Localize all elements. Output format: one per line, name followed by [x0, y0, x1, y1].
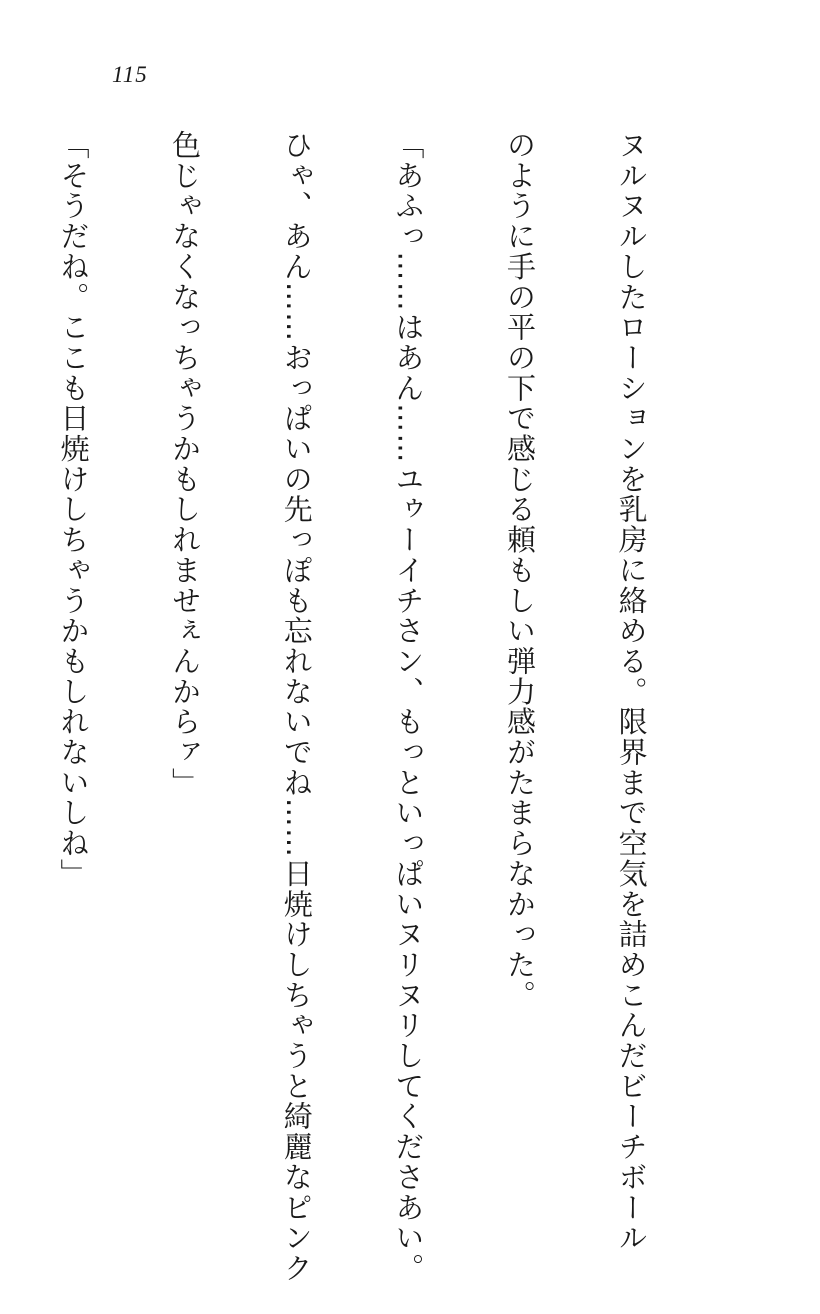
body-text — [0, 130, 724, 1284]
text-line: 「そうだね。ここも日焼けしちゃうかもしれないしね」 — [56, 130, 91, 889]
text-line: ヌルヌルしたローションを乳房に絡める。限界まで空気を詰めこんだビーチボール — [614, 130, 649, 1253]
text-line: のように手の平の下で感じる頼もしい弾力感がたまらなかった。 — [502, 130, 537, 1011]
text-line: 色じゃなくなっちゃうかもしれませぇんからァ」 — [168, 130, 203, 798]
text-line: 「あふっ……はあん……ユゥーイチさン、もっといっぱいヌリヌリしてくださあい。 — [391, 130, 426, 1284]
text-line: ひゃ、あん……おっぱいの先っぽも忘れないでね……日焼けしちゃうと綺麗なピンク — [279, 130, 314, 1284]
page-number: 115 — [112, 62, 148, 87]
